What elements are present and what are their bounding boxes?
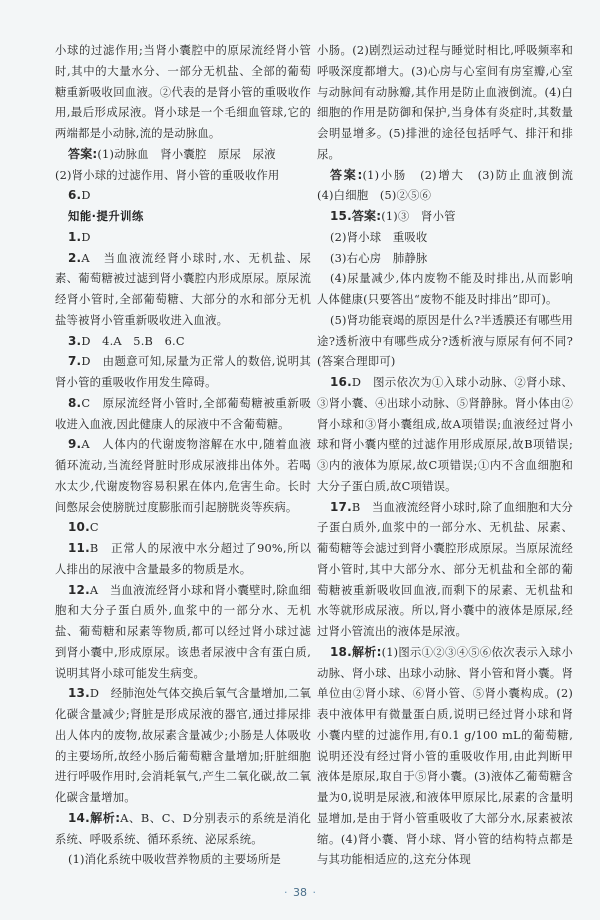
paragraph: [55, 40, 311, 144]
question-item: [55, 331, 311, 352]
question-item: [55, 185, 311, 206]
item-text: (4)尿量减少,体内废物不能及时排出,从而影响人体健康(只要答出“废物不能及时排出”即可)。: [317, 271, 573, 306]
item-text: C 原尿流经肾小管时,全部葡萄糖被重新吸收进入血液,因此健康人的尿液中不含葡萄糖。: [55, 395, 311, 431]
item-label: 2.: [68, 250, 82, 265]
item-label: 14.解析:: [68, 810, 121, 825]
question-item: [55, 351, 311, 393]
item-label: 6.: [68, 188, 82, 203]
question-item: [55, 683, 311, 808]
question-item: [317, 372, 573, 497]
item-label: 1.: [68, 229, 82, 244]
item-text: (5)肾功能衰竭的原因是什么?半透膜还有哪些用途?透析液中有哪些成分?透析液与原尿有何不同?(答案合理即可): [317, 312, 573, 369]
item-text: (1)小肠 (2)增大 (3)防止血液倒流 (4)白细胞 (5)②⑤⑥: [317, 167, 585, 203]
item-text: A 人体内的代谢废物溶解在水中,随着血液循环流动,当流经肾脏时形成尿液排出体外。若喝水太少,代谢废物容易积累在体内,危害生命。长时间憋尿会使膀胱过度膨胀而引起膀胱炎等疾病。: [55, 437, 311, 514]
item-label: 答案:: [68, 146, 98, 161]
paragraph: [317, 248, 573, 269]
paragraph: [317, 227, 573, 248]
item-text: 小球的过滤作用;当肾小囊腔中的原尿流经肾小管时,其中的大量水分、一部分无机盐、全部的葡萄糖重新吸收回血液。②代表的是肾小管的重吸收作用,最后形成尿液。肾小球是一个毛细血管球,它的两端都是小动脉,流的是动脉血。: [55, 43, 311, 140]
question-item: [317, 497, 573, 642]
item-label: 10.: [68, 520, 90, 535]
item-text: (1)图示①②③④⑤⑥依次表示入球小动脉、肾小球、出球小动脉、肾小管和肾小囊。肾单位由②肾小球、⑥肾小管、⑤肾小囊构成。(2)表中液体甲有微量蛋白质,说明已经过肾小球和肾小囊内壁的过滤作用,有0.1 g/100 mL的葡萄糖,说明还没有经过肾小管的重吸收作用,由此判断甲液体是原尿,取自于⑤肾小囊。(3)液体乙葡萄糖含量为0,说明是尿液,和液体甲原尿比,尿素的含量明显增加,是由于肾小管重吸收了大部分水,尿素被浓缩。(4)肾小囊、肾小球、肾小管的结构特点都是与其功能相适应的,这充分体现: [317, 644, 573, 867]
item-text: B 正常人的尿液中水分超过了90%,所以人排出的尿液中含量最多的物质是水。: [55, 541, 311, 576]
paragraph: [317, 40, 573, 165]
item-text: D 由题意可知,尿量为正常人的数倍,说明其肾小管的重吸收作用发生障碍。: [55, 354, 311, 389]
item-text: (3)右心房 肺静脉: [330, 250, 428, 265]
question-item: [55, 393, 311, 435]
item-text: C: [89, 520, 99, 535]
item-label: 13.: [68, 686, 90, 701]
left-column: [55, 40, 311, 870]
item-label: 11.: [68, 541, 90, 555]
question-item: [317, 642, 573, 870]
answer-paragraph: [317, 165, 585, 207]
item-label: 8.: [68, 395, 82, 410]
item-text: D: [81, 229, 91, 244]
item-text: D 4.A 5.B 6.C: [81, 333, 185, 348]
item-label: 9.: [68, 437, 82, 452]
question-item: [55, 580, 311, 684]
section-heading: 知能·提升训练: [68, 209, 144, 223]
paragraph: [55, 165, 311, 186]
item-label: 3.: [68, 333, 82, 348]
item-text: 小肠。(2)剧烈运动过程与睡觉时相比,呼吸频率和呼吸深度都增大。(3)心房与心室间有房室瓣,心室与动脉间有动脉瓣,其作用是防止血液倒流。(4)白细胞的作用是防御和保护,当身体有炎症时,其数量会明显增多。(5)排泄的途径包括呼气、排汗和排尿。: [317, 43, 573, 161]
item-label: 12.: [68, 582, 90, 597]
right-column: [317, 40, 585, 870]
item-label: 18.解析:: [330, 644, 382, 659]
item-text: A、B、C、D分别表示的系统是消化系统、呼吸系统、循环系统、泌尿系统。: [55, 810, 311, 846]
item-text: (1)③ 肾小管: [381, 209, 456, 223]
item-text: A 当血液流经肾小球和肾小囊壁时,除血细胞和大分子蛋白质外,血浆中的一部分水、无机盐、葡萄糖和尿素等物质,都可以经过肾小球过滤到肾小囊中,形成原尿。该患者尿液中含有蛋白质,说明其肾小球可能发生病变。: [55, 582, 311, 680]
item-text: D 图示依次为①入球小动脉、②肾小球、③肾小囊、④出球小动脉、⑤肾静脉。肾小体由②肾小球和③肾小囊组成,故A项错误;血液经过肾小球和肾小囊内壁的过滤作用形成原尿,故B项错误;③内的液体为原尿,故C项错误;①内不含血细胞和大分子蛋白质,故C项错误。: [317, 375, 573, 493]
item-text: (2)肾小球的过滤作用、肾小管的重吸收作用: [55, 167, 280, 182]
item-label: 7.: [68, 354, 82, 369]
item-text: (1)动脉血 肾小囊腔 原尿 尿液: [97, 146, 276, 161]
item-label: 答案:: [330, 167, 363, 182]
answer-paragraph: [55, 144, 311, 165]
question-item: [55, 248, 311, 331]
page-footer: · 38 ·: [284, 886, 316, 899]
question-item: [55, 227, 311, 248]
item-text: A 当血液流经肾小球时,水、无机盐、尿素、葡萄糖被过滤到肾小囊腔内形成原尿。原尿流经肾小管时,全部葡萄糖、大部分的水和部分无机盐等被肾小管重新吸收进入血液。: [55, 250, 311, 327]
item-text: (1)消化系统中吸收营养物质的主要场所是: [68, 852, 281, 867]
item-text: D 经肺泡处气体交换后氧气含量增加,二氧化碳含量减少;肾脏是形成尿液的器官,通过排尿排出人体内的废物,故尿素含量减少;小肠是人体吸收的主要场所,故经小肠后葡萄糖含量增加;肝脏细胞进行呼吸作用时,会消耗氧气,产生二氧化碳,故二氧化碳含量增加。: [55, 686, 311, 804]
item-text: B 当血液流经肾小球时,除了血细胞和大分子蛋白质外,血浆中的一部分水、无机盐、尿素、葡萄糖等会滤过到肾小囊腔形成原尿。当原尿流经肾小管时,其中大部分水、部分无机盐和全部的葡萄糖被重新吸收回血液,而剩下的尿素、无机盐和水等就形成尿液。所以,肾小囊中的液体是原尿,经过肾小管流出的液体是尿液。: [317, 499, 573, 638]
question-item: [317, 206, 573, 227]
question-item: [55, 808, 311, 850]
page-number: 38: [293, 886, 307, 899]
question-item: [55, 538, 311, 580]
item-label: 15.答案:: [330, 209, 382, 223]
question-item: [55, 517, 311, 538]
item-text: D: [81, 188, 91, 203]
item-text: (2)肾小球 重吸收: [330, 229, 428, 244]
paragraph: [317, 310, 573, 372]
paragraph: [55, 849, 311, 870]
item-label: 17.: [330, 499, 352, 514]
question-item: [55, 434, 311, 517]
paragraph: [317, 268, 573, 310]
item-label: 16.: [330, 375, 352, 389]
